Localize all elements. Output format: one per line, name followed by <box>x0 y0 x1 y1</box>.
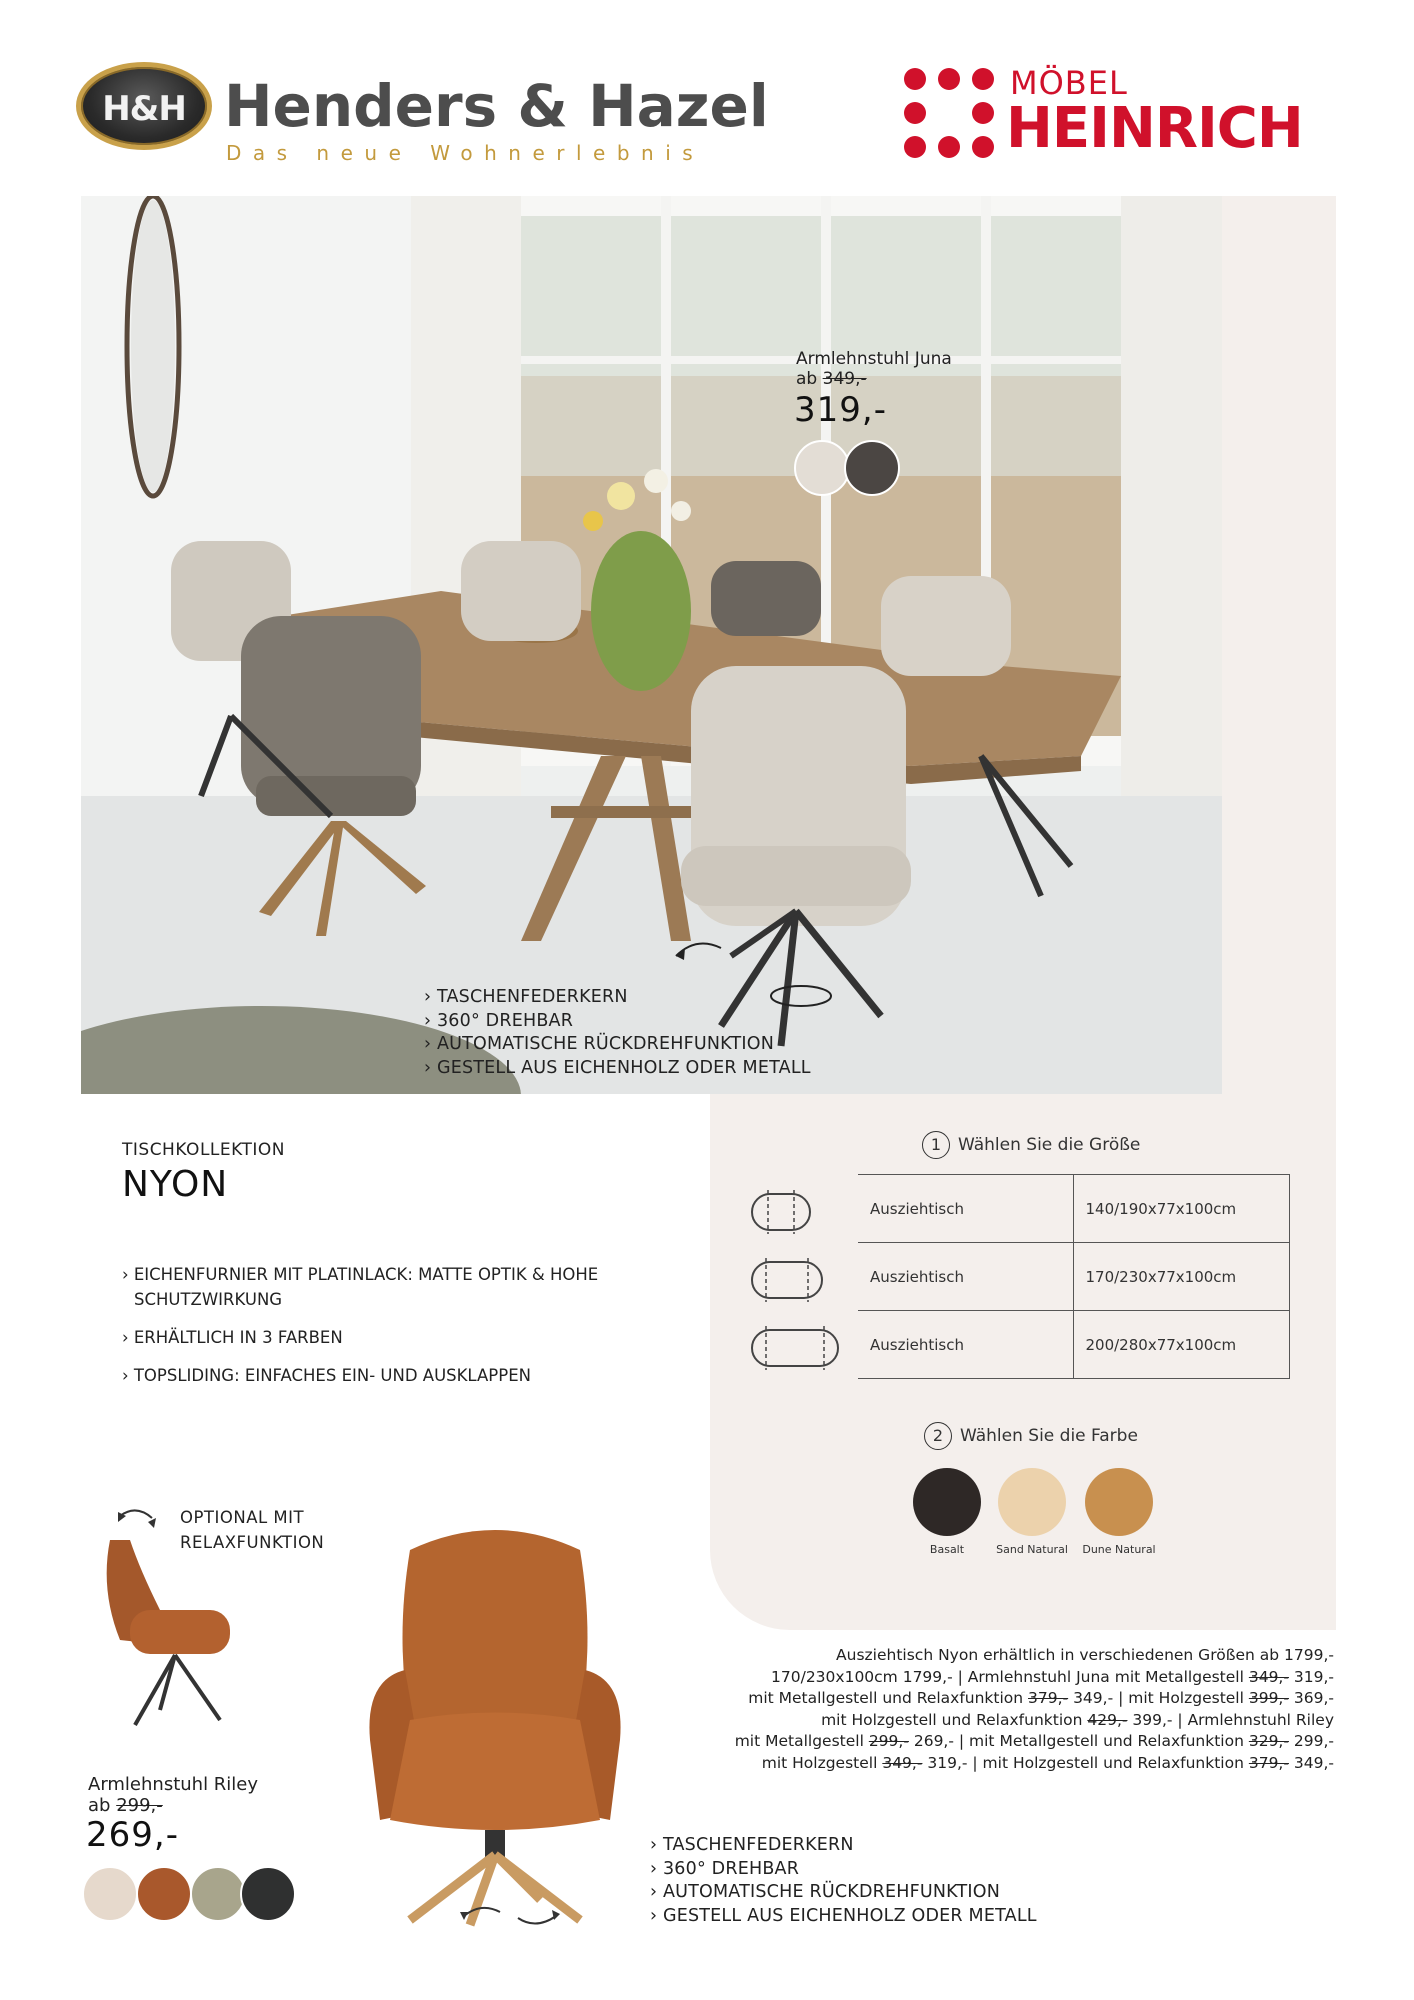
riley-price: 269,- <box>86 1815 179 1855</box>
riley-side-view-image <box>90 1530 250 1730</box>
riley-feature-1: › TASCHENFEDERKERN <box>650 1835 854 1855</box>
collection-feature-1: › EICHENFURNIER MIT PLATINLACK: MATTE OPTIK & HOHE <box>122 1265 599 1284</box>
juna-ab: ab <box>796 369 818 389</box>
juna-old-price: 349,- <box>822 369 867 389</box>
riley-swatch-3 <box>190 1866 246 1922</box>
collection-feature-1-cont: SCHUTZWIRKUNG <box>134 1290 283 1309</box>
riley-swatch-1 <box>82 1866 138 1922</box>
color-swatch-dune-natural[interactable] <box>1085 1468 1153 1536</box>
henders-hazel-tagline: Das neue Wohnerlebnis <box>226 141 705 165</box>
riley-name: Armlehnstuhl Riley <box>88 1774 259 1795</box>
size-row-1-size: 140/190x77x100cm <box>1073 1175 1289 1243</box>
size-row-1-type: Ausziehtisch <box>858 1175 1073 1243</box>
henders-hazel-badge-text: H&H <box>102 89 186 129</box>
color-swatch-sand-natural[interactable] <box>998 1468 1066 1536</box>
size-step-heading <box>922 1131 1140 1159</box>
hero-feature-list <box>424 986 811 1080</box>
color-swatch-basalt[interactable] <box>913 1468 981 1536</box>
size-row-2-type: Ausziehtisch <box>858 1243 1073 1311</box>
riley-swatch-4 <box>240 1866 296 1922</box>
juna-price-old-line <box>796 369 867 389</box>
table-shape-icon-large <box>752 1326 838 1370</box>
hero-feature-4: › GESTELL AUS EICHENHOLZ ODER METALL <box>424 1057 811 1078</box>
henders-hazel-logo: Henders & Hazel <box>224 72 769 140</box>
table-shape-icons <box>748 1188 842 1398</box>
riley-feature-3: › AUTOMATISCHE RÜCKDREHFUNKTION <box>650 1882 1000 1902</box>
henders-hazel-badge <box>76 62 212 150</box>
juna-swatch-1 <box>794 440 850 496</box>
riley-old-price: 299,- <box>116 1795 163 1816</box>
color-label-dune-natural: Dune Natural <box>1082 1543 1156 1556</box>
desc-line-2: 170/230x100cm 1799,- | Armlehnstuhl Juna mit Metallgestell 349,- 319,- <box>771 1667 1334 1686</box>
juna-name: Armlehnstuhl Juna <box>796 349 952 369</box>
beige-side-strip <box>1222 196 1336 1094</box>
desc-line-5: mit Metallgestell 299,- 269,- | mit Metallgestell und Relaxfunktion 329,- 299,- <box>734 1732 1334 1751</box>
size-row-2[interactable] <box>858 1243 1289 1311</box>
riley-swatch-2 <box>136 1866 192 1922</box>
collection-feature-3: › TOPSLIDING: EINFACHES EIN- UND AUSKLAPPEN <box>122 1366 531 1385</box>
dining-room-illustration <box>81 196 1222 1094</box>
riley-price-old-line <box>88 1795 163 1816</box>
riley-feature-2: › 360° DREHBAR <box>650 1858 800 1879</box>
collection-kicker: TISCHKOLLEKTION <box>122 1140 285 1160</box>
rotate-360-icon <box>456 1898 566 1932</box>
size-row-3[interactable] <box>858 1311 1289 1379</box>
collection-feature-2: › ERHÄLTLICH IN 3 FARBEN <box>122 1328 343 1347</box>
hero-feature-1: › TASCHENFEDERKERN <box>424 987 628 1007</box>
moebel-heinrich-logo: HEINRICH <box>1006 96 1303 161</box>
moebel-heinrich-small: MÖBEL <box>1010 64 1128 102</box>
color-step-number: 2 <box>924 1422 952 1450</box>
juna-price: 319,- <box>794 390 887 430</box>
collection-title: NYON <box>122 1164 229 1205</box>
size-row-2-size: 170/230x77x100cm <box>1073 1243 1289 1311</box>
color-step-title: Wählen Sie die Farbe <box>960 1426 1138 1446</box>
desc-line-1: Ausziehtisch Nyon erhältlich in verschiedenen Größen ab 1799,- <box>836 1646 1334 1664</box>
riley-feature-list <box>650 1834 1037 1928</box>
size-row-1[interactable] <box>858 1175 1289 1243</box>
color-label-basalt: Basalt <box>929 1543 965 1556</box>
collection-feature-list <box>122 1262 598 1388</box>
size-table <box>858 1174 1290 1379</box>
riley-ab: ab <box>88 1795 111 1816</box>
relax-option-line-1: OPTIONAL MIT <box>180 1508 305 1527</box>
color-label-sand-natural: Sand Natural <box>996 1543 1068 1556</box>
juna-swatch-2 <box>844 440 900 496</box>
riley-feature-4: › GESTELL AUS EICHENHOLZ ODER METALL <box>650 1905 1037 1926</box>
relax-option-line-2: RELAXFUNKTION <box>180 1533 325 1552</box>
desc-line-6: mit Holzgestell 349,- 319,- | mit Holzgestell und Relaxfunktion 379,- 349,- <box>761 1753 1334 1772</box>
riley-front-view-image <box>360 1520 630 1930</box>
hero-photo <box>81 196 1222 1094</box>
color-step-heading <box>924 1422 1138 1450</box>
size-step-title: Wählen Sie die Größe <box>958 1135 1141 1155</box>
table-shape-icon-medium <box>752 1258 822 1302</box>
price-description <box>735 1645 1334 1775</box>
size-row-3-size: 200/280x77x100cm <box>1073 1311 1289 1379</box>
moebel-heinrich-dots-icon <box>904 68 994 158</box>
table-shape-icon-small <box>752 1190 810 1234</box>
hero-feature-2: › 360° DREHBAR <box>424 1010 574 1031</box>
size-row-3-type: Ausziehtisch <box>858 1311 1073 1379</box>
desc-line-4: mit Holzgestell und Relaxfunktion 429,- 399,- | Armlehnstuhl Riley <box>821 1710 1334 1729</box>
desc-line-3: mit Metallgestell und Relaxfunktion 379,- 349,- | mit Holzgestell 399,- 369,- <box>748 1689 1334 1708</box>
hero-feature-3: › AUTOMATISCHE RÜCKDREHFUNKTION <box>424 1034 774 1054</box>
size-step-number: 1 <box>922 1131 950 1159</box>
